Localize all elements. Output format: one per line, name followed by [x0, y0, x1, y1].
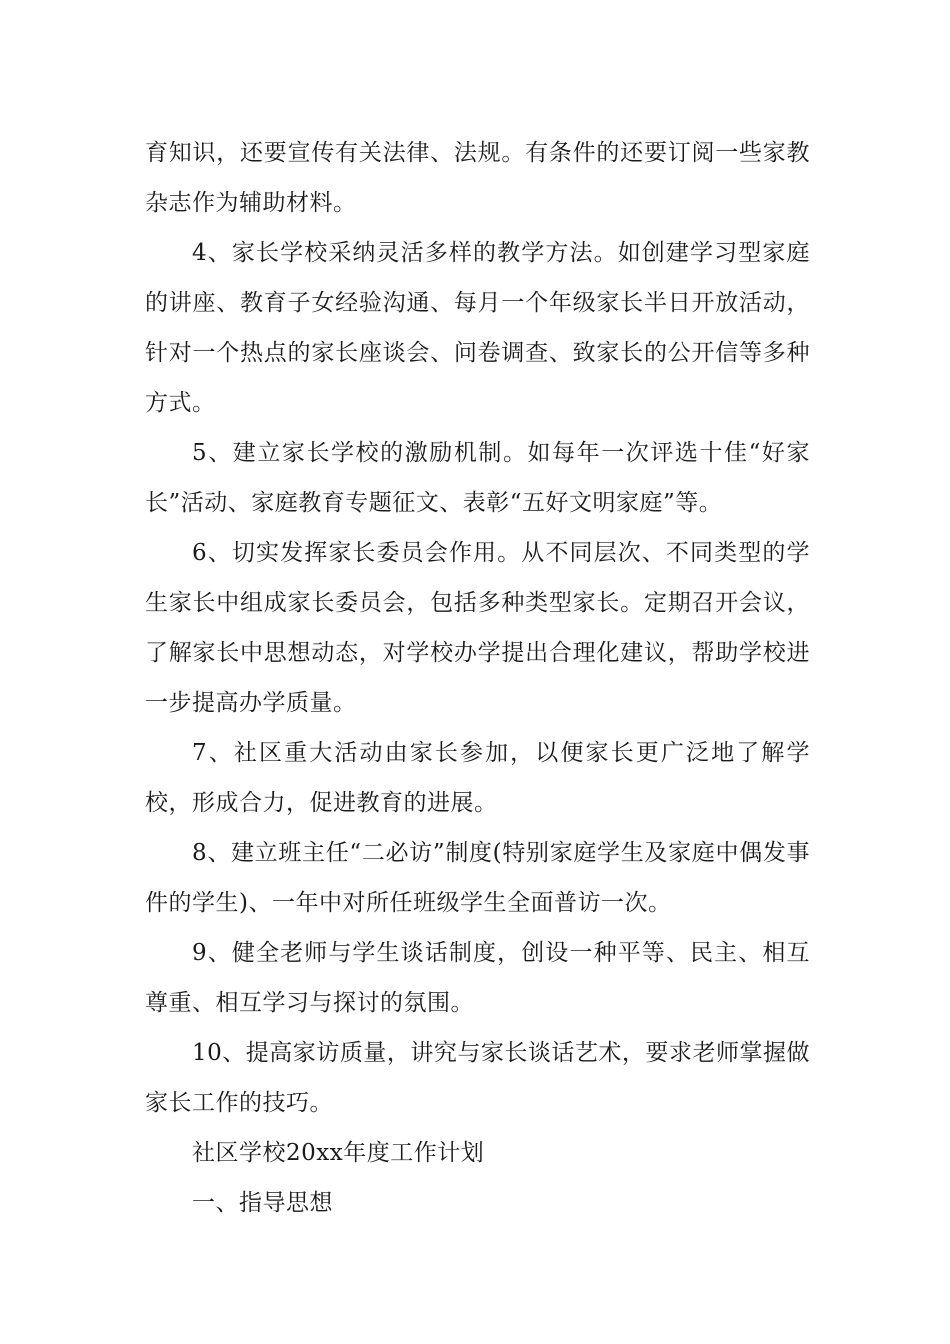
- paragraph-item-4: 4、家长学校采纳灵活多样的教学方法。如创建学习型家庭的讲座、教育子女经验沟通、每月一个年级家长半日开放活动，针对一个热点的家长座谈会、问卷调查、致家长的公开信等多种方式。: [145, 240, 810, 416]
- paragraph-item-5: 5、建立家长学校的激励机制。如每年一次评选十佳“好家长”活动、家庭教育专题征文、表彰“五好文明家庭”等。: [145, 440, 810, 516]
- paragraph-item-8: 8、建立班主任“二必访”制度(特别家庭学生及家庭中偶发事件的学生)、一年中对所任班级学生全面普访一次。: [145, 840, 810, 916]
- section-title: 社区学校20xx年度工作计划: [192, 1140, 485, 1166]
- document-body: [145, 128, 810, 1228]
- paragraph-1: 育知识，还要宣传有关法律、法规。有条件的还要订阅一些家教杂志作为辅助材料。: [145, 140, 810, 216]
- paragraph-item-10: 10、提高家访质量，讲究与家长谈话艺术，要求老师掌握做家长工作的技巧。: [145, 1040, 810, 1116]
- paragraph-item-6: 6、切实发挥家长委员会作用。从不同层次、不同类型的学生家长中组成家长委员会，包括多种类型家长。定期召开会议，了解家长中思想动态，对学校办学提出合理化建议，帮助学校进一步提高办学质量。: [145, 540, 810, 716]
- paragraph-item-9: 9、健全老师与学生谈话制度，创设一种平等、民主、相互尊重、相互学习与探讨的氛围。: [145, 940, 810, 1016]
- section-heading: 一、指导思想: [192, 1190, 333, 1216]
- paragraph-item-7: 7、社区重大活动由家长参加，以便家长更广泛地了解学校，形成合力，促进教育的进展。: [145, 740, 810, 816]
